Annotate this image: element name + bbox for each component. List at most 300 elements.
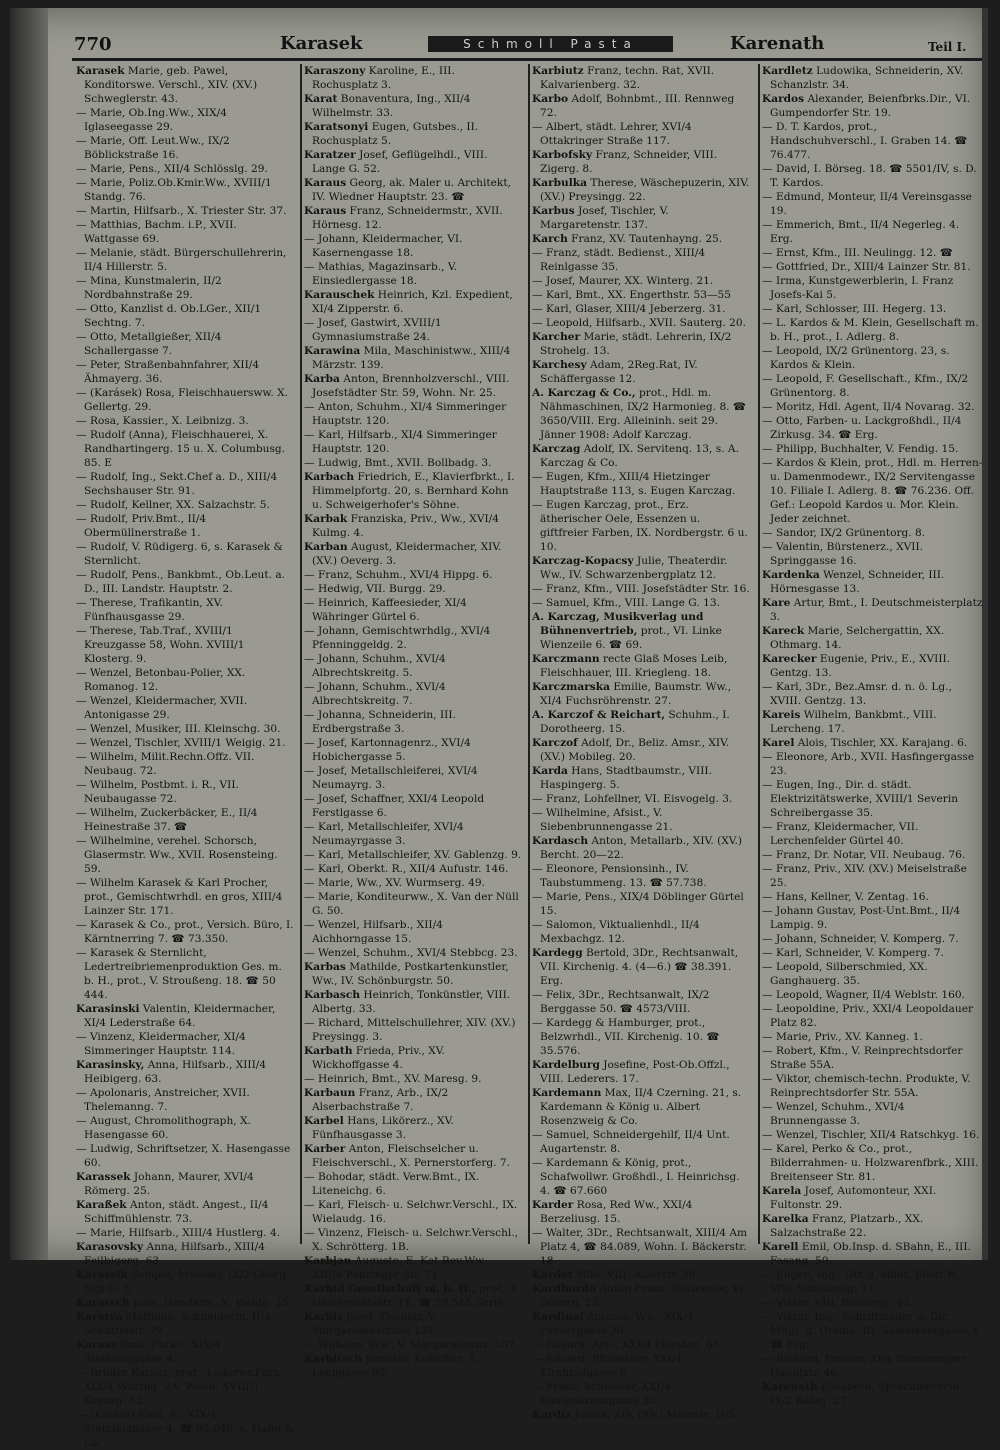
directory-entry [304,176,522,204]
directory-entry [532,554,750,582]
directory-entry [76,666,294,694]
entry-text: — Wilhelm Karasek & Karl Procher, prot., Gemischtwrhdl. en gros, XIII/4 Lainzer Str. 171. [76,877,283,917]
entry-text: Adolf, Bohnbmt., III. Rennweg 72. [540,93,735,119]
entry-text: Hans, Stadtbaumstr., VIII. Haspingerg. 5. [540,765,712,791]
entry-text: Emil, Ob.Insp. d. SBahn, E., III. Fasang. 50. [770,1241,971,1267]
directory-entry [532,610,750,652]
directory-entry [304,204,522,232]
entry-text: — Albert, städt. Lehrer, XVI/4 Ottakringer Straße 117. [532,121,692,147]
entry-surname: Karder [532,1199,574,1211]
directory-entry [76,358,294,386]
directory-entry [762,820,984,848]
entry-text: — Johann Gustav, Post-Unt.Bmt., II/4 Lampig. 9. [762,905,961,931]
directory-entry [762,344,984,372]
directory-entry [532,582,750,596]
right-keyword: Karenath [730,33,825,54]
entry-text: Frieda, Priv., XV. Wickhoffgasse 4. [312,1045,445,1071]
directory-entry [304,1338,522,1352]
directory-entry [532,316,750,330]
directory-entry [532,274,750,288]
entry-surname: Karasinsky, [76,1059,145,1071]
entry-text: — Moritz, Hdl. Agent, II/4 Novarag. 32. [762,401,975,413]
directory-entry [762,1072,984,1100]
entry-text: Adam, 2Reg.Rat, IV. Schäffergasse 12. [540,359,698,385]
entry-text: — Apolonaris, Anstreicher, XVII. Thelemanng. 7. [76,1087,250,1113]
entry-text: — Franz, Kfm., VIII. Josefstädter Str. 16. [532,583,750,595]
entry-text: Bonaventura, Ing., XII/4 Wilhelmstr. 33. [312,93,471,119]
directory-entry [76,204,294,218]
directory-entry [762,274,984,302]
directory-entry [762,190,984,218]
directory-entry [76,274,294,302]
entry-text: — Karel, Perko & Co., prot., Bilderrahmen- u. Holzwarenfbrk., XIII. Breitenseer Str. 81. [762,1143,979,1183]
directory-entry [304,960,522,988]
directory-entry [76,218,294,246]
directory-entry [762,456,984,526]
page-number: 770 [74,34,112,55]
directory-entry [76,386,294,414]
entry-text: — Karl, Glaser, XIII/4 Jeberzerg. 31. [532,303,726,315]
entry-surname: Karela [762,1185,802,1197]
header-rule [72,58,982,61]
entry-text: Alexander, Beienfbrks.Dir., VI. Gumpendorfer Str. 19. [770,93,971,119]
entry-text: Franz, Schneider, VIII. Zigerg. 8. [540,149,718,175]
publisher-banner: Schmoll Pasta [428,36,673,52]
entry-text: — Richard, Friseur, XI/4 Simmeringer Hauptstr. 46. [762,1353,966,1379]
directory-entry [76,106,294,134]
entry-text: — Hedwig, VII. Burgg. 29. [304,583,446,595]
entry-text: — Hans, Kellner, V. Zentag. 16. [762,891,929,903]
entry-surname: Karell [762,1241,799,1253]
entry-surname: Karasek [76,65,125,77]
directory-entry [762,120,984,162]
entry-text: — Eugen Karczag, prot., Erz. ätherischer Oele, Essenzen u. giftfreier Farben, IX. Nordbergstr. 6 u. 10. [532,499,748,553]
directory-entry [76,246,294,274]
entry-text: — Heinrich, Bmt., XV. Maresg. 9. [304,1073,482,1085]
directory-entry [76,736,294,750]
entry-text: — (Karásek) Rosa, Fleischhauersww. X. Gellertg. 29. [76,387,289,413]
entry-surname: Karat [304,93,338,105]
entry-surname: Karelka [762,1213,809,1225]
directory-entry [532,1268,750,1282]
directory-entry [762,540,984,568]
entry-text: — Otto, Metallgießer, XII/4 Schallergasse 7. [76,331,222,357]
directory-entry [304,1016,522,1044]
directory-entry [762,736,984,750]
directory-entry [532,1408,750,1422]
directory-entry [304,624,522,652]
entry-text: — Johann, Schneider, V. Komperg. 7. [762,933,959,945]
directory-entry [304,1044,522,1072]
entry-surname: Karasovsky [76,1241,144,1253]
entry-text: — Bohodar, städt. Verw.Bmt., IX. Liteneichg. 6. [304,1171,480,1197]
entry-text: — Leopold, Silberschmied, XX. Ganghauerg. 35. [762,961,928,987]
directory-entry [762,932,984,946]
entry-text: Antonie, Ww., XIX/4 Panzergasse 30. [540,1311,694,1337]
directory-entry [762,218,984,246]
entry-surname: Karbel [304,1115,344,1127]
entry-surname: Kardet [532,1269,573,1281]
directory-entry [76,330,294,358]
entry-text: — Franz, Kleidermacher, VII. Lerchenfelder Gürtel 40. [762,821,919,847]
directory-entry [304,918,522,946]
entry-text: — Sandor, IX/2 Grünentorg. 8. [762,527,926,539]
entry-text: — Samuel, Kfm., VIII. Lange G. 13. [532,597,720,609]
directory-entry [304,988,522,1016]
directory-entry [76,1240,294,1268]
directory-entry [532,1226,750,1268]
entry-text: Anton, Metallarb., XIV. (XV.) Bercht. 20—22. [540,835,743,861]
entry-text: — Anton, Schuhm., XI/4 Simmeringer Hauptstr. 120. [304,401,507,427]
entry-text: — Karl, Bmt., XX. Engerthstr. 53—55 [532,289,732,301]
entry-text: — Marie, Ww., XV. Wurmserg. 49. [304,877,485,889]
entry-surname: Karda [532,765,568,777]
entry-text: Friedrich, E., Klavierfbrkt., I. Himmelpfortg. 20, s. Bernhard Kohn u. Schweigerhofer's Söhne. [312,471,515,511]
entry-text: — Eduard, Arb., XXI/4 Floridsg. 65. [532,1339,723,1351]
entry-surname: Karch [532,233,568,245]
directory-entry [532,470,750,498]
entry-surname: Karel [762,737,795,749]
entry-text: Anton, Fleischselcher u. Fleischverschl., X. Pernerstorferg. 7. [312,1143,511,1169]
directory-entry [762,1352,984,1380]
entry-text: — Heinrich, Kaffeesieder, XI/4 Währinger Gürtel 6. [304,597,467,623]
entry-text: — Johann, Schuhm., XVI/4 Albrechtskreitg. 7. [304,681,446,707]
entry-surname: Kareis [762,709,801,721]
entry-text: — Leopold, F. Gesellschaft., Kfm., IX/2 Grünentorg. 8. [762,373,969,399]
entry-surname: Karbofsky [532,149,593,161]
directory-entry [532,1282,750,1310]
entry-text: — Kardegg & Hamburger, prot., Belzwrhdl., VII. Kirchenig. 10. ☎ 35.576. [532,1017,720,1057]
entry-text: Heinrich, Kzl. Expedient, XI/4 Zipperstr. 6. [312,289,513,315]
entry-text: — Ernst, Kfm., III. Neulingg. 12. ☎ [762,247,953,259]
entry-text: Artur, Bmt., I. Deutschmeisterplatz 3. [770,597,983,623]
directory-entry [762,1002,984,1030]
left-keyword: Karasek [280,33,363,54]
directory-entry [532,834,750,862]
directory-entry [762,1296,984,1310]
entry-text: — Wilhelm, Zuckerbäcker, E., II/4 Heinestraße 37. ☎ [76,807,258,833]
entry-text: — Leopold, Hilfsarb., XVII. Sauterg. 20. [532,317,746,329]
entry-text: — Josef, Metallschleiferei, XVI/4 Neumayrg. 3. [304,765,478,791]
directory-entry [532,330,750,358]
entry-text: — Leopold, IX/2 Grünentorg. 23, s. Kardos & Klein. [762,345,950,371]
entry-text: Wilhelm, Bankbmt., VIII. Lercheng. 17. [770,709,937,735]
directory-entry [76,834,294,876]
directory-entry [532,1016,750,1058]
entry-surname: Karber [304,1143,346,1155]
entry-text: Franz, XV. Tautenhayng. 25. [567,233,723,245]
entry-text: — Eugen, Kfm., XIII/4 Hietzinger Hauptstraße 113, s. Eugen Karczag. [532,471,736,497]
directory-entry [304,372,522,400]
entry-text: — Robert, Kfm., V. Reinprechtsdorfer Straße 55A. [762,1045,963,1071]
directory-entry [532,148,750,176]
directory-entry [76,498,294,512]
entry-text: Johann, Maurer, XVI/4 Römerg. 25. [84,1171,254,1197]
directory-entry [76,162,294,176]
directory-entry [304,1142,522,1170]
directory-entry [532,1198,750,1226]
directory-entry [762,1030,984,1044]
directory-entry [304,540,522,568]
entry-text: Franz, Arb., IX/2 Alserbachstraße 7. [312,1087,449,1113]
entry-text: — Rudolf (Anna), Fleischhauerei, X. Randhartingerg. 15 u. X. Columbusg. 85. E [76,429,286,469]
directory-entry [532,246,750,274]
directory-entry [76,568,294,596]
entry-surname: Karczof [532,737,578,749]
entry-text: — David, I. Börseg. 18. ☎ 5501/IV, s. D. T. Kardos. [762,163,977,189]
directory-entry [304,652,522,680]
directory-entry [304,568,522,582]
entry-surname: Karba [304,373,340,385]
entry-text: — Eleonore, Arb., XVII. Hasfingergasse 23. [762,751,975,777]
entry-text: Anton Franz, Reisender, VI. Dürerg. 23. [540,1283,748,1309]
column-divider [528,64,530,1244]
directory-entry [76,512,294,540]
directory-entry [762,302,984,316]
directory-entry [762,708,984,736]
entry-text: Franz, techn. Rat, XVII. Kalvarienberg. 32. [540,65,715,91]
directory-entry [762,1128,984,1142]
directory-entry [762,92,984,120]
entry-text: Julie, Theaterdir. Ww., IV. Schwarzenbergplatz 12. [540,555,728,581]
entry-surname: Kareck [762,625,805,637]
directory-entry [762,750,984,778]
directory-entry [304,1198,522,1226]
entry-text: — Ludwig, Bmt., XVII. Bollbadg. 3. [304,457,492,469]
entry-text: Adolf, Dr., Beliz. Amsr., XIV. (XV.) Mobileg. 20. [540,737,730,763]
entry-text: — Karasek & Co., prot., Versich. Büro, I. Kärntnerring 7. ☎ 73.350. [76,919,294,945]
directory-entry [76,540,294,568]
entry-text: Mile, VIII. Alserstr. 39. [572,1269,699,1281]
directory-entry [532,792,750,806]
entry-text: Josefa, XIV. (XV.) Märzstr. 105. [571,1409,739,1421]
directory-entry [304,260,522,288]
directory-entry [76,1170,294,1198]
entry-text: — Martin, Hilfsarb., X. Triester Str. 37. [76,205,287,217]
directory-entry [76,778,294,806]
entry-text: — Eugen, Ing., Dir. d. städt. Elekt.W., VIII. Schlösselg. 11. [762,1269,963,1295]
entry-text: — Karl, Schlosser, III. Hegerg. 13. [762,303,947,315]
directory-entry [76,1114,294,1142]
directory-entry [76,1002,294,1030]
directory-entry [76,134,294,162]
entry-text: — Wilhelm, Milit.Rechn.Offz. VII. Neubaug. 72. [76,751,255,777]
entry-text: Therese, Wäschepuzerin, XIV. (XV.) Preysingg. 22. [540,177,750,203]
entry-text: — Wenzel, Betonbau-Polier, XX. Romanog. 12. [76,667,246,693]
entry-surname: Karatva [76,1311,123,1323]
entry-text: — Karl, Metallschleifer, XVI/4 Neumayrgasse 3. [304,821,464,847]
directory-entry [304,1114,522,1142]
directory-entry [762,1380,984,1408]
entry-text: — Josef, Gastwirt, XVIII/1 Gymnasiumstraße 24. [304,317,442,343]
entry-text: — Rudolf, Ing., Sekt.Chef a. D., XIII/4 Sechshauser Str. 91. [76,471,278,497]
entry-text: — Karasek & Sternlicht, Ledertreibriemenproduktion Ges. m. b. H., prot., V. Stroußeng. 18. ☎ 50 444. [76,947,282,1001]
entry-text: Mathilde, Schneiderin, II/4 Schüttelstr. 79. [84,1311,271,1337]
directory-entry [532,1156,750,1198]
entry-text: — Wenzel, Tischler, XII/4 Ratschkyg. 16. [762,1129,980,1141]
entry-text: Josef, Tischler, V. Margaretenstraße 137. [312,1311,438,1337]
entry-text: Emilie, Baumstr. Ww., XI/4 Fuchsröhrenstr. 27. [540,681,731,707]
entry-text: — Felix, 3Dr., Rechtsanwalt, IX/2 Berggasse 50. ☎ 4573/VIII. [532,989,710,1015]
directory-entry [532,764,750,792]
entry-text: Eugen, Gutsbes., II. Rochusplatz 5. [312,121,479,147]
entry-text: Josef, Automonteur, XXI. Fultonstr. 29. [770,1185,937,1211]
directory-entry [304,1352,522,1380]
entry-text: — Marie, Hilfsarb., XIII/4 Hustlerg. 4. [76,1227,281,1239]
entry-text: Julie, Handarb., X. Waldg. 15. [129,1297,293,1309]
directory-entry [76,946,294,1002]
entry-text: — Viktor, VIII. Blindeng. 42. [762,1297,914,1309]
directory-entry [532,498,750,554]
entry-surname: Kardiz [532,1409,572,1421]
directory-entry [762,414,984,442]
entry-surname: Karatsch [76,1297,130,1309]
directory-entry [762,400,984,414]
entry-text: — Philipp, Buchhalter, V. Fendig. 15. [762,443,959,455]
page-header [10,30,988,58]
directory-entry [76,1142,294,1170]
directory-entry [304,582,522,596]
entry-text: Wenzel, Schneider, III. Hörnesgasse 13. [770,569,945,595]
directory-entry [304,820,522,848]
entry-text: — Wilhelm, Ww., V. Margaretenstr. 137. [304,1339,518,1351]
directory-entry [304,92,522,120]
entry-text: Eugenie, Priv., E., XVIII. Gentzg. 13. [770,653,951,679]
directory-entry [76,1198,294,1226]
directory-entry [304,680,522,708]
entry-text: Auguste, E. Kat.Rev.Ww., XIII/4 Penzinger Str. 71. [312,1255,490,1281]
entry-text: — Karl, Schneider, V. Komperg. 7. [762,947,944,959]
directory-entry [532,1310,750,1338]
entry-text: — Karl, Metallschleifer, XV. Gablenzg. 9. [304,849,522,861]
entry-text: — Therese, Trafikantin, XV. Fünfhausgasse 29. [76,597,223,623]
directory-entry [532,1128,750,1156]
entry-text: Valentin, Kleidermacher, XI/4 Lederstraße 64. [84,1003,276,1029]
entry-text: Anton, städt. Angest., II/4 Schiffmühlenstr. 73. [84,1199,269,1225]
directory-entry [532,596,750,610]
entry-text: — Franz, Dr. Notar, VII. Neubaug. 76. [762,849,966,861]
entry-surname: Karaus [304,205,347,217]
entry-surname: Karcher [532,331,581,343]
entry-surname: Karbulka [532,177,587,189]
entry-text: — Kardos & Klein, prot., Hdl. m. Herren- u. Damenmodewr., IX/2 Servitengasse 10. Filiale I. Adlerg. 8. ☎ 76.236. Off. Gef.: Leopold Kardos u. Mor. Klein. Jeder zeichnet. [762,457,983,525]
entry-surname: Karbiutz [532,65,584,77]
directory-entry [532,442,750,470]
entry-text: — (Karász) Emil, E., XIX/4 Steinfeldgasse 4. ☎ 95.040, s. Hahn & Co. [76,1409,294,1449]
entry-text: Franziska, Priv., Ww., XVI/4 Kulmg. 4. [312,513,499,539]
entry-surname: Karczmann [532,653,600,665]
entry-text: — Marie, Pens., XIX/4 Döblinger Gürtel 15. [532,891,744,917]
entry-surname: Karbaun [304,1087,356,1099]
entry-text: — Marie, Ob.Ing.Ww., XIX/4 Iglaseegasse 29. [76,107,227,133]
entry-surname: Karczag [532,443,581,455]
directory-entry [304,946,522,960]
scan-shadow-left [10,8,48,1260]
entry-surname: Kardemann [532,1087,602,1099]
entry-text: Franz, Platzarb., XX. Salzachstraße 22. [770,1213,924,1239]
entry-surname: Kardenka [762,569,820,581]
entry-surname: Karawina [304,345,361,357]
entry-surname: Kardletz [762,65,813,77]
directory-entry [532,806,750,834]
entry-text: — Eugen, Ing., Dir. d. städt. Elektrizitätswerke, XVIII/1 Severin Schreibergasse 35. [762,779,959,819]
part-label: Teil I. [928,40,967,54]
directory-entry [304,1086,522,1114]
entry-text: — Josef, Maurer, XX. Winterg. 21. [532,275,714,287]
entry-text: — Eduard, Pfründner, XXI/4 Kirchhofgasse 6. [532,1353,683,1379]
entry-text: Mila, Maschinistww., XIII/4 Märzstr. 139. [312,345,511,371]
directory-entry [762,960,984,988]
entry-text: — Brüder Karasz, prot., Lederwr.Fbrk., XIX/4 Würthg. 2A, Wohn. XVIII/1 Kreuzg. 52. [76,1367,288,1407]
entry-text: — Therese, Tab.Traf., XVIII/1 Kreuzgasse 58, Wohn. XVIII/1 Klosterg. 9. [76,625,245,665]
directory-entry [532,918,750,946]
directory-entry [762,1240,984,1268]
entry-surname: Kardinal [532,1311,584,1323]
entry-text: — Wenzel, Tischler, XVIII/1 Weigig. 21. [76,737,286,749]
directory-entry [532,946,750,988]
entry-surname: Karaus [304,177,347,189]
entry-text: — Marie, Konditeurww., X. Van der Nüll G. 50. [304,891,519,917]
entry-surname: Karczag-Kopacsy [532,555,634,567]
entry-text: Josef, Tischler, V. Margaretenstr. 137. [540,205,669,231]
entry-surname: Kardasch [532,835,589,847]
directory-entry [762,1212,984,1240]
entry-text: — Mina, Kunstmalerin, II/2 Nordbahnstraße 29. [76,275,222,301]
directory-entry [762,260,984,274]
entry-text: — Wenzel, Schuhm., XVI/4 Stebbcg. 23. [304,947,518,959]
entry-surname: Karban [304,541,348,553]
directory-entry [532,1086,750,1128]
entry-text: — Gottfried, Dr., XIII/4 Lainzer Str. 81. [762,261,971,273]
entry-surname: Karassek [76,1171,131,1183]
entry-surname: Karecker [762,653,817,665]
entry-text: Emil, Fbrkt., XIX/4 Steinfeldgasse 4. [84,1339,221,1365]
directory-entry [762,778,984,820]
directory-entry [762,162,984,190]
entry-text: August, Kleidermacher, XIV. (XV.) Oeverg. 3. [312,541,502,567]
column-1 [76,64,294,1449]
directory-entry [76,428,294,470]
entry-surname: Karenath [762,1381,818,1393]
directory-entry [762,1310,984,1352]
entry-surname: Karbo [532,93,569,105]
entry-surname: Karbid Gesellschaft m. b. H., [304,1283,476,1295]
directory-entry [76,596,294,624]
directory-entry [304,1226,522,1254]
directory-entry [76,1226,294,1240]
column-4 [762,64,984,1407]
directory-entry [532,302,750,316]
directory-entry [304,316,522,344]
directory-entry [76,302,294,330]
directory-entry [76,1296,294,1310]
directory-entry [76,1268,294,1296]
column-divider [300,64,302,1244]
directory-entry [76,1408,294,1450]
entry-text: — Johann, Schuhm., XVI/4 Albrechtskreitg. 5. [304,653,446,679]
directory-entry [76,750,294,778]
entry-text: Heinrich, Tonkünstler, VIII. Albertg. 33. [312,989,511,1015]
directory-entry [304,890,522,918]
entry-text: Marie, städt. Lehrerin, IX/2 Strohelg. 13. [540,331,732,357]
directory-entry [762,1142,984,1184]
entry-text: recte Glaß Moses Leib, Fleischhauer, III. Kriegleng. 18. [540,653,728,679]
entry-text: — Marie, Priv., XV. Kanneg. 1. [762,1031,923,1043]
entry-text: prot., I. Universitätsstr. 11. ☎ 39.545 Serie. [312,1283,520,1309]
entry-surname: Karasinski [76,1003,140,1015]
directory-entry [304,470,522,512]
entry-text: — Josef, Kartonnagenrz., XVI/4 Hobichergasse 5. [304,737,471,763]
